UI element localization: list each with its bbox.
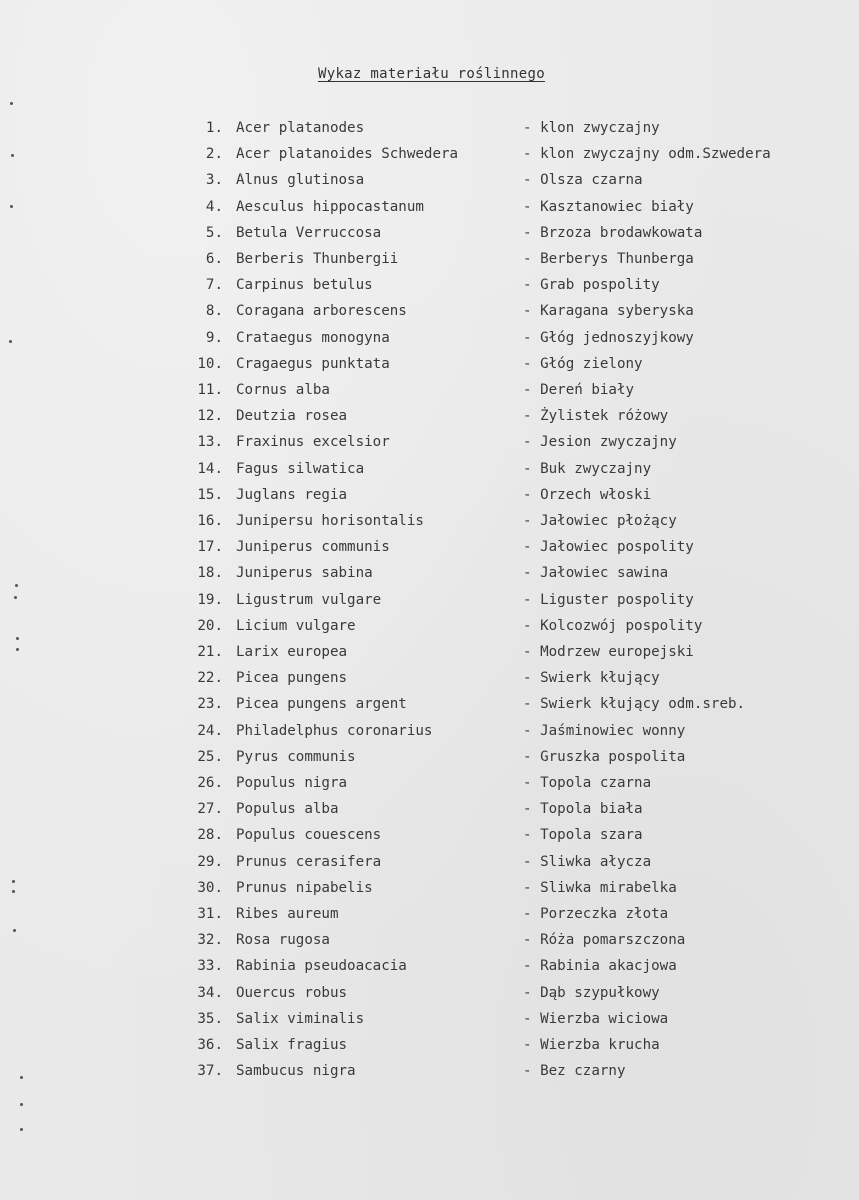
item-number: 19.	[197, 592, 223, 608]
latin-name: Sambucus nigra	[236, 1063, 356, 1079]
polish-name: - Topola biała	[523, 801, 643, 817]
list-item	[0, 330, 859, 352]
list-item	[0, 172, 859, 194]
latin-name: Ouercus robus	[236, 985, 348, 1001]
list-item	[0, 827, 859, 849]
item-number: 16.	[197, 513, 223, 529]
polish-name: - Sliwka ałycza	[523, 854, 652, 870]
item-number: 26.	[197, 775, 223, 791]
polish-name: - Topola szara	[523, 827, 643, 843]
margin-dot	[15, 584, 18, 587]
latin-name: Carpinus betulus	[236, 277, 373, 293]
polish-name: - Buk zwyczajny	[523, 461, 652, 477]
list-item	[0, 303, 859, 325]
polish-name: - Karagana syberyska	[523, 303, 694, 319]
latin-name: Licium vulgare	[236, 618, 356, 634]
item-number: 37.	[197, 1063, 223, 1079]
latin-name: Rabinia pseudoacacia	[236, 958, 407, 974]
polish-name: - Porzeczka złota	[523, 906, 669, 922]
list-item	[0, 487, 859, 509]
latin-name: Acer platanodes	[236, 120, 365, 136]
item-number: 28.	[197, 827, 223, 843]
polish-name: - Kasztanowiec biały	[523, 199, 694, 215]
latin-name: Salix fragius	[236, 1037, 348, 1053]
latin-name: Pyrus communis	[236, 749, 356, 765]
polish-name: - klon zwyczajny odm.Szwedera	[523, 146, 771, 162]
list-item	[0, 1037, 859, 1059]
latin-name: Berberis Thunbergii	[236, 251, 399, 267]
item-number: 6.	[205, 251, 223, 267]
list-item	[0, 461, 859, 483]
list-item	[0, 434, 859, 456]
document-title: Wykaz materiału roślinnego	[318, 66, 545, 82]
item-number: 8.	[205, 303, 223, 319]
latin-name: Prunus nipabelis	[236, 880, 373, 896]
polish-name: - Jałowiec płożący	[523, 513, 677, 529]
list-item	[0, 408, 859, 430]
item-number: 1.	[205, 120, 223, 136]
polish-name: - Jaśminowiec wonny	[523, 723, 686, 739]
list-item	[0, 854, 859, 876]
list-item	[0, 277, 859, 299]
latin-name: Populus nigra	[236, 775, 348, 791]
item-number: 23.	[197, 696, 223, 712]
polish-name: - Żylistek różowy	[523, 408, 669, 424]
latin-name: Cornus alba	[236, 382, 330, 398]
latin-name: Populus couescens	[236, 827, 382, 843]
margin-dot	[11, 154, 14, 157]
list-item	[0, 880, 859, 902]
item-number: 21.	[197, 644, 223, 660]
item-number: 7.	[205, 277, 223, 293]
polish-name: - Róża pomarszczona	[523, 932, 686, 948]
margin-dot	[12, 880, 15, 883]
polish-name: - Jałowiec pospolity	[523, 539, 694, 555]
margin-dot	[16, 648, 19, 651]
item-number: 34.	[197, 985, 223, 1001]
polish-name: - Liguster pospolity	[523, 592, 694, 608]
latin-name: Rosa rugosa	[236, 932, 330, 948]
item-number: 20.	[197, 618, 223, 634]
latin-name: Juniperus sabina	[236, 565, 373, 581]
list-item	[0, 906, 859, 928]
latin-name: Ribes aureum	[236, 906, 339, 922]
item-number: 30.	[197, 880, 223, 896]
item-number: 17.	[197, 539, 223, 555]
polish-name: - Dąb szypułkowy	[523, 985, 660, 1001]
margin-dot	[10, 102, 13, 105]
polish-name: - Rabinia akacjowa	[523, 958, 677, 974]
margin-dot	[13, 929, 16, 932]
item-number: 36.	[197, 1037, 223, 1053]
list-item	[0, 539, 859, 561]
latin-name: Fraxinus excelsior	[236, 434, 390, 450]
list-item	[0, 382, 859, 404]
list-item	[0, 696, 859, 718]
latin-name: Populus alba	[236, 801, 339, 817]
latin-name: Coragana arborescens	[236, 303, 407, 319]
latin-name: Larix europea	[236, 644, 348, 660]
polish-name: - Modrzew europejski	[523, 644, 694, 660]
polish-name: - Orzech włoski	[523, 487, 652, 503]
item-number: 31.	[197, 906, 223, 922]
item-number: 33.	[197, 958, 223, 974]
list-item	[0, 1011, 859, 1033]
list-item	[0, 801, 859, 823]
item-number: 11.	[197, 382, 223, 398]
polish-name: - Swierk kłujący	[523, 670, 660, 686]
item-number: 10.	[197, 356, 223, 372]
margin-punch-marks	[0, 0, 40, 1200]
polish-name: - Wierzba wiciowa	[523, 1011, 669, 1027]
list-item	[0, 670, 859, 692]
list-item	[0, 251, 859, 273]
list-item	[0, 644, 859, 666]
item-number: 32.	[197, 932, 223, 948]
margin-dot	[10, 205, 13, 208]
polish-name: - Wierzba krucha	[523, 1037, 660, 1053]
polish-name: - Dereń biały	[523, 382, 635, 398]
margin-dot	[14, 596, 17, 599]
polish-name: - Jałowiec sawina	[523, 565, 669, 581]
polish-name: - Głóg zielony	[523, 356, 643, 372]
latin-name: Fagus silwatica	[236, 461, 365, 477]
item-number: 3.	[205, 172, 223, 188]
polish-name: - Sliwka mirabelka	[523, 880, 677, 896]
polish-name: - Grab pospolity	[523, 277, 660, 293]
polish-name: - klon zwyczajny	[523, 120, 660, 136]
polish-name: - Bez czarny	[523, 1063, 626, 1079]
list-item	[0, 120, 859, 142]
list-item	[0, 199, 859, 221]
latin-name: Salix viminalis	[236, 1011, 365, 1027]
list-item	[0, 932, 859, 954]
item-number: 24.	[197, 723, 223, 739]
latin-name: Deutzia rosea	[236, 408, 348, 424]
list-item	[0, 723, 859, 745]
item-number: 22.	[197, 670, 223, 686]
margin-dot	[16, 637, 19, 640]
item-number: 14.	[197, 461, 223, 477]
polish-name: - Topola czarna	[523, 775, 652, 791]
list-item	[0, 1063, 859, 1085]
polish-name: - Brzoza brodawkowata	[523, 225, 703, 241]
polish-name: - Głóg jednoszyjkowy	[523, 330, 694, 346]
latin-name: Alnus glutinosa	[236, 172, 365, 188]
list-item	[0, 618, 859, 640]
list-item	[0, 775, 859, 797]
list-item	[0, 592, 859, 614]
latin-name: Picea pungens	[236, 670, 348, 686]
list-item	[0, 749, 859, 771]
item-number: 29.	[197, 854, 223, 870]
latin-name: Philadelphus coronarius	[236, 723, 433, 739]
polish-name: - Kolcozwój pospolity	[523, 618, 703, 634]
latin-name: Cragaegus punktata	[236, 356, 390, 372]
list-item	[0, 565, 859, 587]
margin-dot	[20, 1103, 23, 1106]
latin-name: Aesculus hippocastanum	[236, 199, 424, 215]
item-number: 2.	[205, 146, 223, 162]
list-item	[0, 146, 859, 168]
latin-name: Ligustrum vulgare	[236, 592, 382, 608]
polish-name: - Gruszka pospolita	[523, 749, 686, 765]
latin-name: Picea pungens argent	[236, 696, 407, 712]
item-number: 35.	[197, 1011, 223, 1027]
item-number: 13.	[197, 434, 223, 450]
list-item	[0, 356, 859, 378]
item-number: 15.	[197, 487, 223, 503]
polish-name: - Swierk kłujący odm.sreb.	[523, 696, 746, 712]
polish-name: - Berberys Thunberga	[523, 251, 694, 267]
latin-name: Betula Verruccosa	[236, 225, 382, 241]
margin-dot	[20, 1076, 23, 1079]
latin-name: Juglans regia	[236, 487, 348, 503]
item-number: 9.	[205, 330, 223, 346]
margin-dot	[20, 1128, 23, 1131]
item-number: 5.	[205, 225, 223, 241]
item-number: 18.	[197, 565, 223, 581]
latin-name: Juniperus communis	[236, 539, 390, 555]
item-number: 4.	[205, 199, 223, 215]
margin-dot	[9, 340, 12, 343]
list-item	[0, 225, 859, 247]
item-number: 27.	[197, 801, 223, 817]
list-item	[0, 513, 859, 535]
latin-name: Crataegus monogyna	[236, 330, 390, 346]
latin-name: Junipersu horisontalis	[236, 513, 424, 529]
latin-name: Acer platanoides Schwedera	[236, 146, 459, 162]
polish-name: - Olsza czarna	[523, 172, 643, 188]
item-number: 25.	[197, 749, 223, 765]
polish-name: - Jesion zwyczajny	[523, 434, 677, 450]
item-number: 12.	[197, 408, 223, 424]
list-item	[0, 985, 859, 1007]
list-item	[0, 958, 859, 980]
margin-dot	[12, 890, 15, 893]
latin-name: Prunus cerasifera	[236, 854, 382, 870]
